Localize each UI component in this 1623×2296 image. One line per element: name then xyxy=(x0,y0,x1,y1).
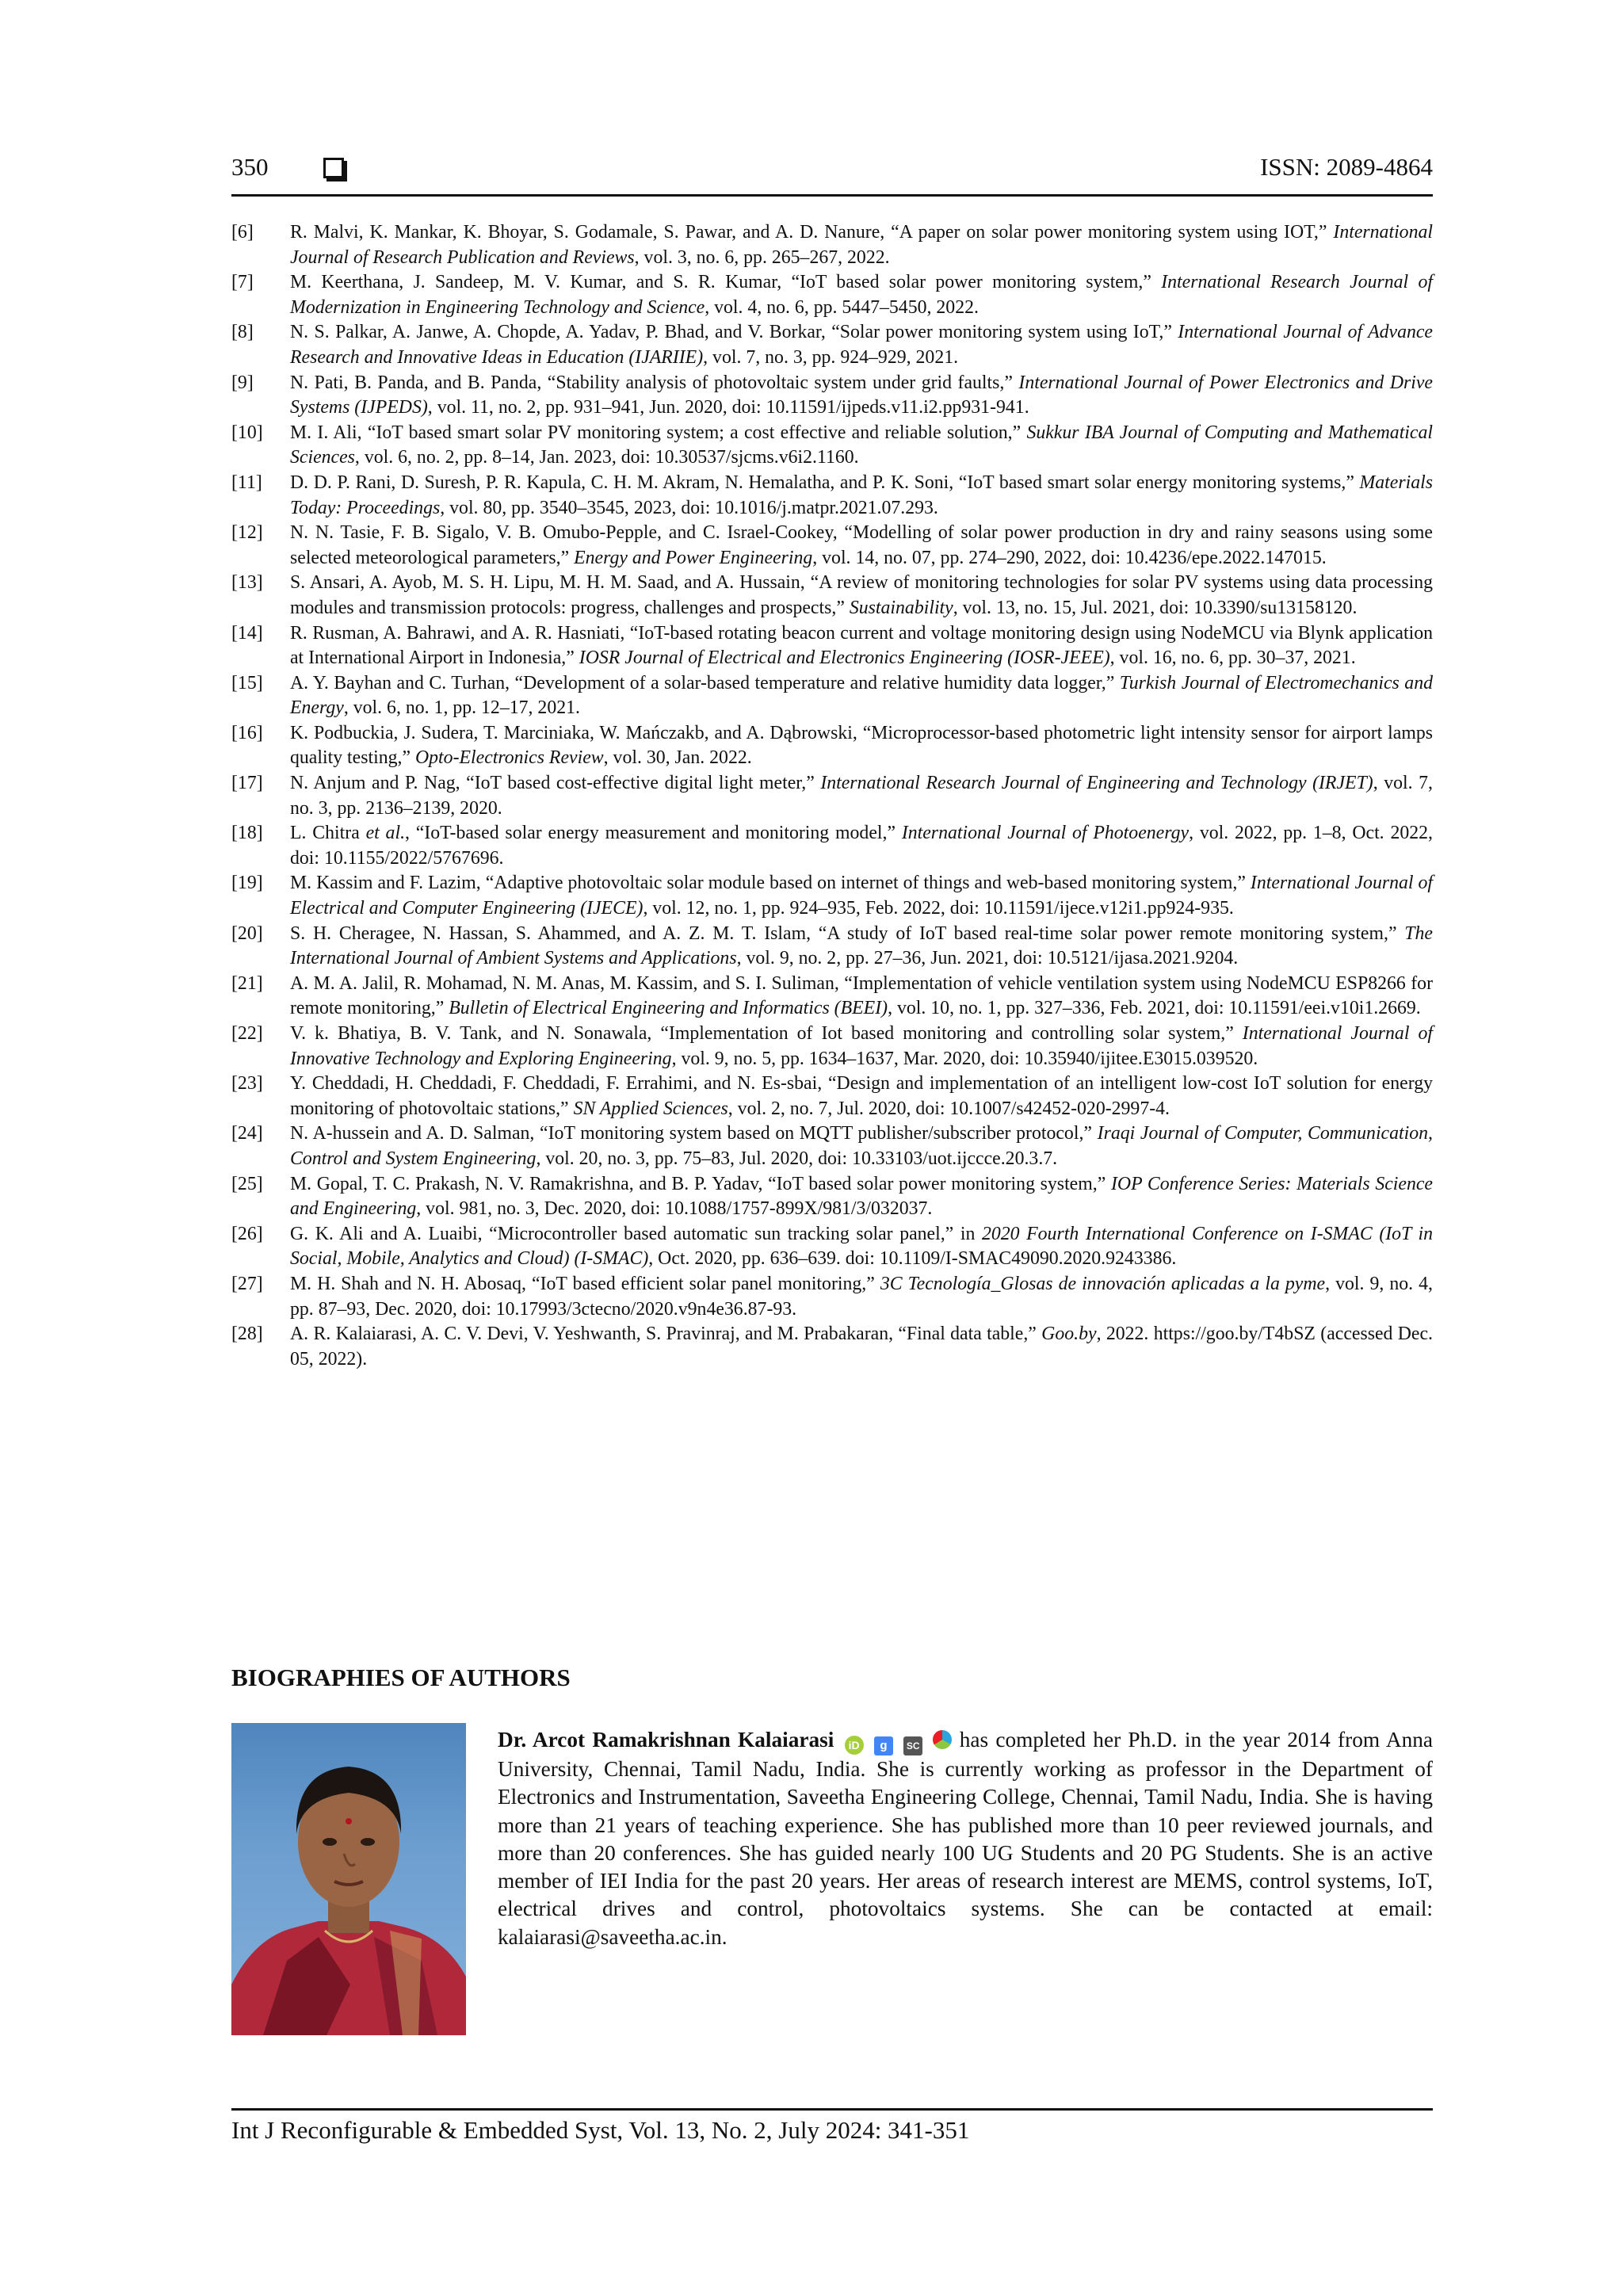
orcid-icon[interactable]: iD xyxy=(845,1736,864,1755)
reference-item xyxy=(231,521,1433,571)
reference-item xyxy=(231,571,1433,621)
reference-text xyxy=(290,972,1433,1022)
reference-item xyxy=(231,821,1433,871)
reference-text xyxy=(290,521,1433,571)
reference-number: [19] xyxy=(231,873,263,894)
reference-segment: , vol. 20, no. 3, pp. 75–83, Jul. 2020, doi: 10.33103/uot.ijccce.20.3.7. xyxy=(536,1148,1058,1169)
reference-text xyxy=(290,771,1433,821)
reference-number: [20] xyxy=(231,923,263,944)
reference-item xyxy=(231,1322,1433,1372)
reference-segment: Y. Cheddadi, H. Cheddadi, F. Cheddadi, F. Errahimi, and N. Es-sbai, “Design and implementation of an intelligent low-cost IoT solution for energy monitoring of photovoltaic stations,” xyxy=(290,1073,1433,1119)
reference-italic: Energy and Power Engineering xyxy=(574,547,813,568)
reference-italic: International Journal of Advance Research and Innovative Ideas in Education (IJARIIE) xyxy=(290,322,1433,368)
reference-text xyxy=(290,922,1433,972)
reference-text xyxy=(290,220,1433,270)
reference-item xyxy=(231,721,1433,771)
reference-segment: , vol. 2, no. 7, Jul. 2020, doi: 10.1007/s42452-020-2997-4. xyxy=(727,1098,1170,1119)
reference-item xyxy=(231,270,1433,320)
reference-segment: , vol. 9, no. 4, pp. 87–93, Dec. 2020, doi: 10.17993/3ctecno/2020.v9n4e36.87-93. xyxy=(290,1273,1433,1320)
reference-segment: , vol. 4, no. 6, pp. 5447–5450, 2022. xyxy=(705,296,979,318)
reference-number: [8] xyxy=(231,322,254,343)
reference-segment: M. Gopal, T. C. Prakash, N. V. Ramakrishna, and B. P. Yadav, “IoT based solar power monitoring system,” xyxy=(290,1173,1111,1194)
reference-text xyxy=(290,871,1433,921)
reference-text xyxy=(290,1121,1433,1171)
page-number: 350 xyxy=(231,153,269,181)
reference-italic: Iraqi Journal of Computer, Communication, Control and System Engineering xyxy=(290,1123,1433,1169)
reference-number: [10] xyxy=(231,422,263,443)
reference-number: [24] xyxy=(231,1123,263,1144)
header-rule xyxy=(231,194,1433,197)
reference-italic: 2020 Fourth International Conference on I-SMAC (IoT in Social, Mobile, Analytics and Cloud) (I-SMAC) xyxy=(290,1223,1433,1270)
reference-number: [13] xyxy=(231,572,263,594)
reference-segment: S. Ansari, A. Ayob, M. S. H. Lipu, M. H. M. Saad, and A. Hussain, “A review of monitoring technologies for solar PV systems using data processing modules and transmission protocols: progress, challenges and prospects,” xyxy=(290,572,1433,618)
reference-italic: Turkish Journal of Electromechanics and Energy xyxy=(290,672,1433,719)
reference-text xyxy=(290,621,1433,671)
reference-text xyxy=(290,671,1433,721)
reference-segment: , vol. 7, no. 3, pp. 2136–2139, 2020. xyxy=(290,773,1433,819)
reference-segment: N. Pati, B. Panda, and B. Panda, “Stability analysis of photovoltaic system under grid faults,” xyxy=(290,372,1019,393)
reference-segment: N. N. Tasie, F. B. Sigalo, V. B. Omubo-Pepple, and C. Israel-Cookey, “Modelling of solar power production in dry and rainy seasons using some selected meteorological parameters,” xyxy=(290,522,1433,568)
reference-item xyxy=(231,371,1433,421)
reference-text xyxy=(290,1022,1433,1072)
footer-citation: Int J Reconfigurable & Embedded Syst, Vol. 13, No. 2, July 2024: 341-351 xyxy=(231,2116,970,2144)
reference-number: [9] xyxy=(231,372,254,393)
reference-text xyxy=(290,1322,1433,1372)
reference-number: [28] xyxy=(231,1324,263,1345)
reference-number: [17] xyxy=(231,773,263,794)
reference-item xyxy=(231,972,1433,1022)
reference-number: [16] xyxy=(231,722,263,743)
reference-italic: Opto-Electronics Review xyxy=(414,747,604,769)
reference-text xyxy=(290,371,1433,421)
reference-number: [26] xyxy=(231,1223,263,1244)
header-box-icon xyxy=(323,158,344,178)
reference-text xyxy=(290,421,1433,471)
reference-segment: A. Y. Bayhan and C. Turhan, “Development of a solar-based temperature and relative humidity data logger,” xyxy=(290,672,1120,693)
reference-segment: , Oct. 2020, pp. 636–639. doi: 10.1109/I-SMAC49090.2020.9243386. xyxy=(648,1248,1177,1270)
reference-italic: IOSR Journal of Electrical and Electronics Engineering (IOSR-JEEE) xyxy=(579,648,1110,669)
reference-italic: Materials Today: Proceedings xyxy=(290,472,1433,518)
reference-segment: L. Chitra xyxy=(290,823,366,844)
reference-text xyxy=(290,471,1433,521)
reference-number: [21] xyxy=(231,972,263,994)
reference-number: [27] xyxy=(231,1273,263,1294)
reference-item xyxy=(231,1072,1433,1121)
reference-italic: International Journal of Photoenergy xyxy=(901,823,1190,844)
reference-number: [14] xyxy=(231,622,263,644)
reference-number: [22] xyxy=(231,1023,263,1044)
reference-item xyxy=(231,871,1433,921)
reference-italic: Bulletin of Electrical Engineering and Informatics (BEEI) xyxy=(449,998,888,1019)
reference-segment: , vol. 9, no. 2, pp. 27–36, Jun. 2021, doi: 10.5121/ijasa.2021.9204. xyxy=(736,948,1239,969)
reference-item xyxy=(231,621,1433,671)
reference-text xyxy=(290,821,1433,871)
reference-segment: , vol. 9, no. 5, pp. 1634–1637, Mar. 2020, doi: 10.35940/ijitee.E3015.039520. xyxy=(671,1048,1258,1069)
reference-italic: Sukkur IBA Journal of Computing and Mathematical Sciences xyxy=(290,422,1433,468)
reference-list xyxy=(231,220,1433,1372)
reference-segment: S. H. Cheragee, N. Hassan, S. Ahammed, and A. Z. M. T. Islam, “A study of IoT based real-time solar power remote monitoring system,” xyxy=(290,923,1405,944)
reference-segment: D. D. P. Rani, D. Suresh, P. R. Kapula, C. H. M. Akram, N. Hemalatha, and P. K. Soni, “IoT based smart solar energy monitoring systems,” xyxy=(290,472,1360,493)
footer-rule xyxy=(231,2108,1433,2111)
reference-segment: M. Kassim and F. Lazim, “Adaptive photovoltaic solar module based on internet of things and web-based monitoring system,” xyxy=(290,873,1251,894)
reference-italic: International Research Journal of Modernization in Engineering Technology and Science xyxy=(290,272,1433,318)
reference-number: [11] xyxy=(231,472,262,493)
reference-number: [15] xyxy=(231,672,263,693)
author-name: Dr. Arcot Ramakrishnan Kalaiarasi xyxy=(498,1728,834,1752)
reference-segment: , vol. 13, no. 15, Jul. 2021, doi: 10.3390/su13158120. xyxy=(953,597,1358,618)
reference-italic: The International Journal of Ambient Systems and Applications xyxy=(290,923,1433,969)
reference-item xyxy=(231,1272,1433,1322)
reference-italic: International Journal of Research Publication and Reviews xyxy=(290,222,1433,268)
reference-italic: Sustainability xyxy=(849,597,953,618)
reference-segment: G. K. Ali and A. Luaibi, “Microcontroller based automatic sun tracking solar panel,” in xyxy=(290,1223,982,1244)
reference-segment: R. Malvi, K. Mankar, K. Bhoyar, S. Godamale, S. Pawar, and A. D. Nanure, “A paper on solar power monitoring system using IOT,” xyxy=(290,222,1334,243)
reference-italic: International Journal of Power Electronics and Drive Systems (IJPEDS) xyxy=(290,372,1433,418)
reference-text xyxy=(290,1072,1433,1121)
biographies-heading: BIOGRAPHIES OF AUTHORS xyxy=(231,1664,571,1691)
scopus-icon[interactable]: SC xyxy=(903,1736,922,1755)
reference-segment: , vol. 7, no. 3, pp. 924–929, 2021. xyxy=(703,346,959,368)
reference-item xyxy=(231,320,1433,370)
reference-segment: , vol. 2022, pp. 1–8, Oct. 2022, doi: 10.1155/2022/5767696. xyxy=(290,823,1433,869)
reference-italic: SN Applied Sciences xyxy=(573,1098,728,1119)
reference-item xyxy=(231,922,1433,972)
reference-item xyxy=(231,771,1433,821)
reference-item xyxy=(231,1222,1433,1272)
reference-segment: , vol. 6, no. 2, pp. 8–14, Jan. 2023, doi: 10.30537/sjcms.v6i2.1160. xyxy=(354,447,859,468)
reference-text xyxy=(290,1172,1433,1222)
author-biography xyxy=(498,1726,1433,1951)
reference-text xyxy=(290,1222,1433,1272)
reference-segment: V. k. Bhatiya, B. V. Tank, and N. Sonawala, “Implementation of Iot based monitoring and controlling solar system,” xyxy=(290,1023,1243,1044)
publons-icon[interactable] xyxy=(933,1730,952,1749)
reference-segment: R. Rusman, A. Bahrawi, and A. R. Hasniati, “IoT-based rotating beacon current and voltage monitoring design using NodeMCU via Blynk application at International Airport in Indonesia,” xyxy=(290,622,1433,669)
reference-segment: , vol. 6, no. 1, pp. 12–17, 2021. xyxy=(343,697,580,719)
reference-segment: A. M. A. Jalil, R. Mohamad, N. M. Anas, M. Kassim, and S. I. Suliman, “Implementation of vehicle ventilation system using NodeMCU ESP8266 for remote monitoring,” xyxy=(290,972,1433,1019)
reference-segment: , vol. 11, no. 2, pp. 931–941, Jun. 2020, doi: 10.11591/ijpeds.v11.i2.pp931-941. xyxy=(427,397,1029,418)
reference-item xyxy=(231,471,1433,521)
reference-item xyxy=(231,220,1433,270)
reference-segment: N. A-hussein and A. D. Salman, “IoT monitoring system based on MQTT publisher/subscriber protocol,” xyxy=(290,1123,1098,1144)
reference-italic: IOP Conference Series: Materials Science and Engineering xyxy=(290,1173,1433,1220)
google-scholar-icon[interactable]: g xyxy=(874,1736,893,1755)
reference-segment: , vol. 10, no. 1, pp. 327–336, Feb. 2021, doi: 10.11591/eei.v10i1.2669. xyxy=(888,998,1421,1019)
reference-segment: , vol. 14, no. 07, pp. 274–290, 2022, doi: 10.4236/epe.2022.147015. xyxy=(812,547,1327,568)
reference-segment: M. Keerthana, J. Sandeep, M. V. Kumar, and S. R. Kumar, “IoT based solar power monitoring system,” xyxy=(290,272,1162,293)
reference-segment: , vol. 3, no. 6, pp. 265–267, 2022. xyxy=(634,246,890,268)
reference-italic: 3C Tecnología_Glosas de innovación aplicadas a la pyme xyxy=(880,1273,1326,1294)
reference-text xyxy=(290,721,1433,771)
reference-number: [7] xyxy=(231,272,254,293)
reference-number: [12] xyxy=(231,522,263,544)
issn: ISSN: 2089-4864 xyxy=(1260,153,1433,181)
reference-segment: M. I. Ali, “IoT based smart solar PV monitoring system; a cost effective and reliable solution,” xyxy=(290,422,1027,443)
reference-text xyxy=(290,1272,1433,1322)
reference-text xyxy=(290,571,1433,621)
reference-item xyxy=(231,671,1433,721)
reference-number: [23] xyxy=(231,1073,263,1095)
reference-segment: , vol. 30, Jan. 2022. xyxy=(603,747,752,769)
reference-italic: Goo.by xyxy=(1041,1324,1097,1345)
reference-text xyxy=(290,320,1433,370)
reference-segment: K. Podbuckia, J. Sudera, T. Marciniaka, W. Mańczakb, and A. Dąbrowski, “Microprocessor-based photometric light intensity sensor for airport lamps quality testing,” xyxy=(290,722,1433,769)
reference-segment: , vol. 12, no. 1, pp. 924–935, Feb. 2022, doi: 10.11591/ijece.v12i1.pp924-935. xyxy=(643,898,1234,919)
reference-italic: International Journal of Electrical and Computer Engineering (IJECE) xyxy=(290,873,1433,919)
reference-segment: , “IoT-based solar energy measurement and monitoring model,” xyxy=(405,823,902,844)
reference-segment: A. R. Kalaiarasi, A. C. V. Devi, V. Yeshwanth, S. Pravinraj, and M. Prabakaran, “Final data table,” xyxy=(290,1324,1042,1345)
reference-segment: , vol. 981, no. 3, Dec. 2020, doi: 10.1088/1757-899X/981/3/032037. xyxy=(416,1198,933,1220)
author-photo xyxy=(231,1723,466,2035)
reference-segment: N. S. Palkar, A. Janwe, A. Chopde, A. Yadav, P. Bhad, and V. Borkar, “Solar power monitoring system using IoT,” xyxy=(290,322,1178,343)
reference-item xyxy=(231,1022,1433,1072)
reference-item xyxy=(231,1172,1433,1222)
reference-segment: , 2022. https://goo.by/T4bSZ (accessed Dec. 05, 2022). xyxy=(290,1324,1433,1370)
reference-number: [6] xyxy=(231,222,254,243)
reference-number: [18] xyxy=(231,823,263,844)
reference-text xyxy=(290,270,1433,320)
reference-number: [25] xyxy=(231,1173,263,1194)
biography-text: has completed her Ph.D. in the year 2014 from Anna University, Chennai, Tamil Nadu, India. She is currently working as professor in the Department of Electronics and Instrumentation, Saveetha Engineering College, Chennai, Tamil Nadu, India. She is having more than 21 years of teaching experience. She has published more than 10 peer reviewed journals, and more than 20 conferences. She has guided nearly 100 UG Students and 20 PG Students. She is an active member of IEI India for the past 20 years. Her areas of research interest are MEMS, control systems, IoT, electrical drives and control, photovoltaics systems. She can be contacted at email: kalaiarasi@saveetha.ac.in. xyxy=(498,1728,1433,1949)
reference-segment: N. Anjum and P. Nag, “IoT based cost-effective digital light meter,” xyxy=(290,773,821,794)
reference-segment: , vol. 80, pp. 3540–3545, 2023, doi: 10.1016/j.matpr.2021.07.293. xyxy=(440,497,938,518)
reference-item xyxy=(231,1121,1433,1171)
reference-segment: , vol. 16, no. 6, pp. 30–37, 2021. xyxy=(1109,648,1356,669)
reference-italic: International Journal of Innovative Technology and Exploring Engineering xyxy=(290,1023,1433,1069)
reference-item xyxy=(231,421,1433,471)
reference-italic: et al. xyxy=(365,823,406,844)
reference-segment: M. H. Shah and N. H. Abosaq, “IoT based efficient solar panel monitoring,” xyxy=(290,1273,880,1294)
reference-italic: International Research Journal of Engineering and Technology (IRJET) xyxy=(820,773,1373,794)
